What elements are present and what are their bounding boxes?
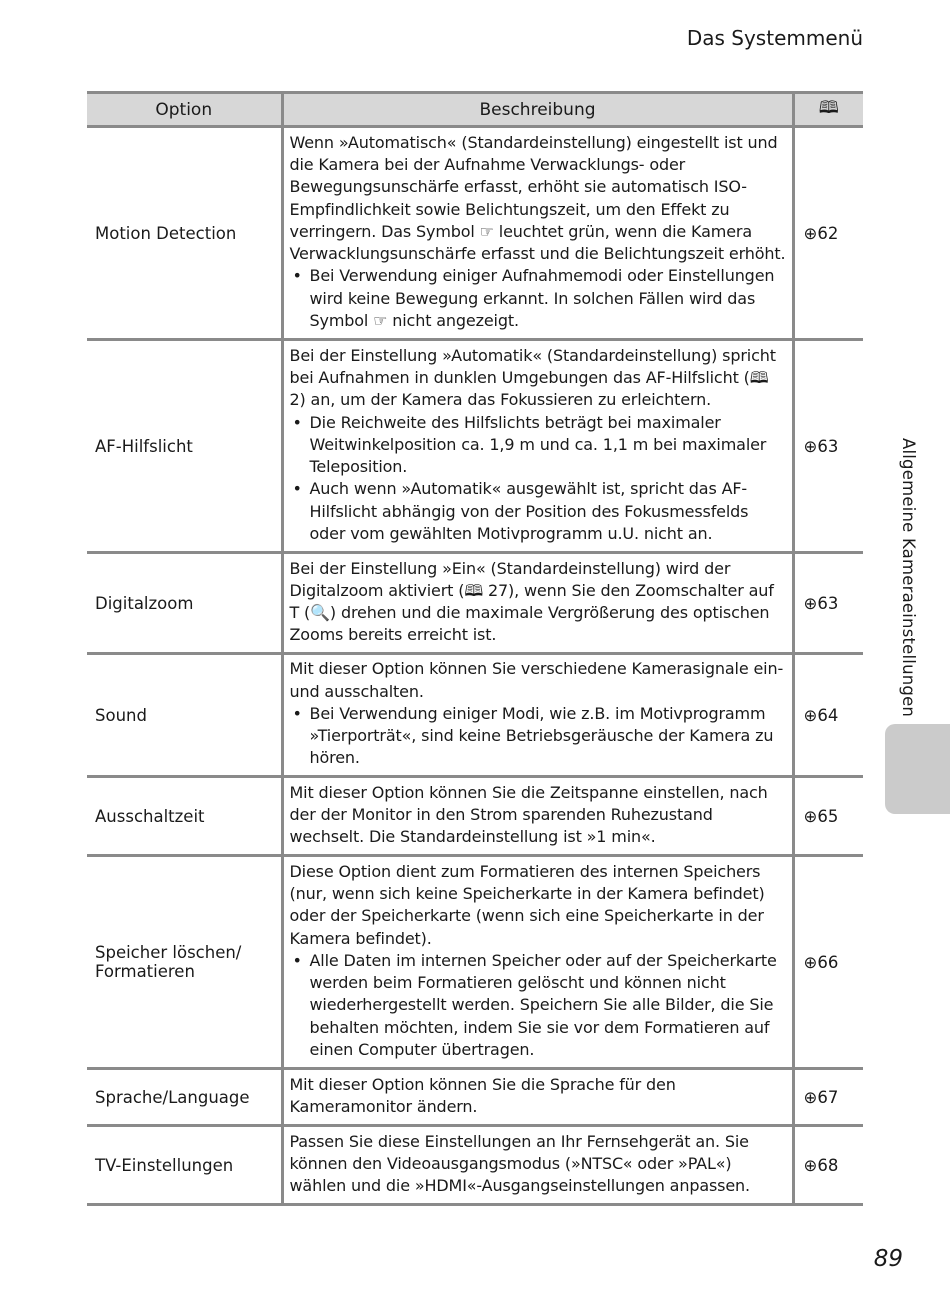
option-name: Motion Detection [87, 127, 282, 340]
section-side-label: Allgemeine Kameraeinstellungen [899, 438, 918, 718]
bullet-item: • Die Reichweite des Hilfslichts beträgt bei maximaler Weitwinkelposition ca. 1,9 m und ca. 1,1 m bei maximaler Teleposition. [290, 412, 786, 479]
option-name: Ausschaltzeit [87, 777, 282, 856]
option-description [282, 654, 793, 777]
table-header-row [87, 93, 863, 127]
header-description: Beschreibung [282, 93, 793, 127]
description-bullets [290, 703, 786, 770]
description-text: Wenn »Automatisch« (Standardeinstellung) eingestellt ist und die Kamera bei der Aufnahme Verwacklungs- oder Bewegungsunschärfe erfasst, erhöht sie automatisch ISO-Empfindlichkeit sowie Belichtungszeit, um den Effekt zu verringern. Das Symbol ☞ leuchtet grün, wenn die Kamera Verwacklungsunschärfe erfasst und die Belichtungszeit erhöht. [289, 133, 786, 264]
reference-page: ⊕68 [793, 1126, 863, 1205]
bullet-item: • Bei Verwendung einiger Modi, wie z.B. im Motivprogramm »Tierporträt«, sind keine Betriebsgeräusche der Kamera zu hören. [290, 703, 786, 770]
table-row [87, 777, 863, 856]
bullet-item: • Bei Verwendung einiger Aufnahmemodi oder Einstellungen wird keine Bewegung erkannt. In solchen Fällen wird das Symbol ☞ nicht angezeigt. [290, 265, 786, 332]
option-description [282, 856, 793, 1069]
option-description [282, 1126, 793, 1205]
header-ref-book-icon: 🕮 [793, 93, 863, 127]
option-name: Digitalzoom [87, 553, 282, 654]
reference-page: ⊕66 [793, 856, 863, 1069]
description-text: Mit dieser Option können Sie die Sprache für den Kameramonitor ändern. [289, 1074, 676, 1116]
table-row [87, 1069, 863, 1126]
option-description [282, 777, 793, 856]
option-description [282, 553, 793, 654]
reference-page: ⊕63 [793, 553, 863, 654]
description-text: Mit dieser Option können Sie verschiedene Kamerasignale ein- und ausschalten. [289, 659, 784, 701]
description-text: Passen Sie diese Einstellungen an Ihr Fernsehgerät an. Sie können den Videoausgangsmodus (»NTSC« oder »PAL«) wählen und die »HDMI«-Ausgangseinstellungen anpassen. [289, 1131, 750, 1196]
section-tab-marker [885, 724, 950, 814]
table-row [87, 654, 863, 777]
description-text: Bei der Einstellung »Automatik« (Standardeinstellung) spricht bei Aufnahmen in dunklen Umgebungen das AF-Hilfslicht (🕮 2) an, um der Kamera das Fokussieren zu erleichtern. [289, 346, 776, 410]
option-name: TV-Einstellungen [87, 1126, 282, 1205]
reference-page: ⊕65 [793, 777, 863, 856]
option-description [282, 340, 793, 553]
settings-table [87, 91, 863, 1206]
table-row [87, 340, 863, 553]
page-header-title: Das Systemmenü [686, 26, 863, 50]
reference-page: ⊕63 [793, 340, 863, 553]
option-name: Speicher löschen/ Formatieren [87, 856, 282, 1069]
description-bullets [290, 950, 786, 1061]
header-option: Option [87, 93, 282, 127]
reference-page: ⊕67 [793, 1069, 863, 1126]
table-row [87, 856, 863, 1069]
table-row [87, 553, 863, 654]
description-text: Mit dieser Option können Sie die Zeitspanne einstellen, nach der der Monitor in den Strom sparenden Ruhezustand wechselt. Die Standardeinstellung ist »1 min«. [289, 782, 768, 847]
option-name: AF-Hilfslicht [87, 340, 282, 553]
option-description [282, 1069, 793, 1126]
bullet-item: • Auch wenn »Automatik« ausgewählt ist, spricht das AF-Hilfslicht abhängig von der Position des Fokusmessfelds oder vom gewählten Motivprogramm u.U. nicht an. [290, 478, 786, 545]
table-row [87, 1126, 863, 1205]
bullet-item: • Alle Daten im internen Speicher oder auf der Speicherkarte werden beim Formatieren gelöscht und können nicht wiederhergestellt werden. Speichern Sie alle Bilder, die Sie behalten möchten, indem Sie sie vor dem Formatieren auf einen Computer übertragen. [290, 950, 786, 1061]
table-row [87, 127, 863, 340]
option-name: Sprache/Language [87, 1069, 282, 1126]
reference-page: ⊕64 [793, 654, 863, 777]
option-name: Sound [87, 654, 282, 777]
description-bullets [290, 412, 786, 545]
page-number: 89 [873, 1246, 903, 1272]
description-bullets [290, 265, 786, 332]
description-text: Bei der Einstellung »Ein« (Standardeinstellung) wird der Digitalzoom aktiviert (🕮 27), wenn Sie den Zoomschalter auf T (🔍) drehen und die maximale Vergrößerung des optischen Zooms bereits erreicht ist. [289, 558, 774, 645]
option-description [282, 127, 793, 340]
reference-page: ⊕62 [793, 127, 863, 340]
description-text: Diese Option dient zum Formatieren des internen Speichers (nur, wenn sich keine Speicherkarte in der Kamera befindet) oder der Speicherkarte (wenn sich eine Speicherkarte in der Kamera befindet). [289, 862, 765, 948]
